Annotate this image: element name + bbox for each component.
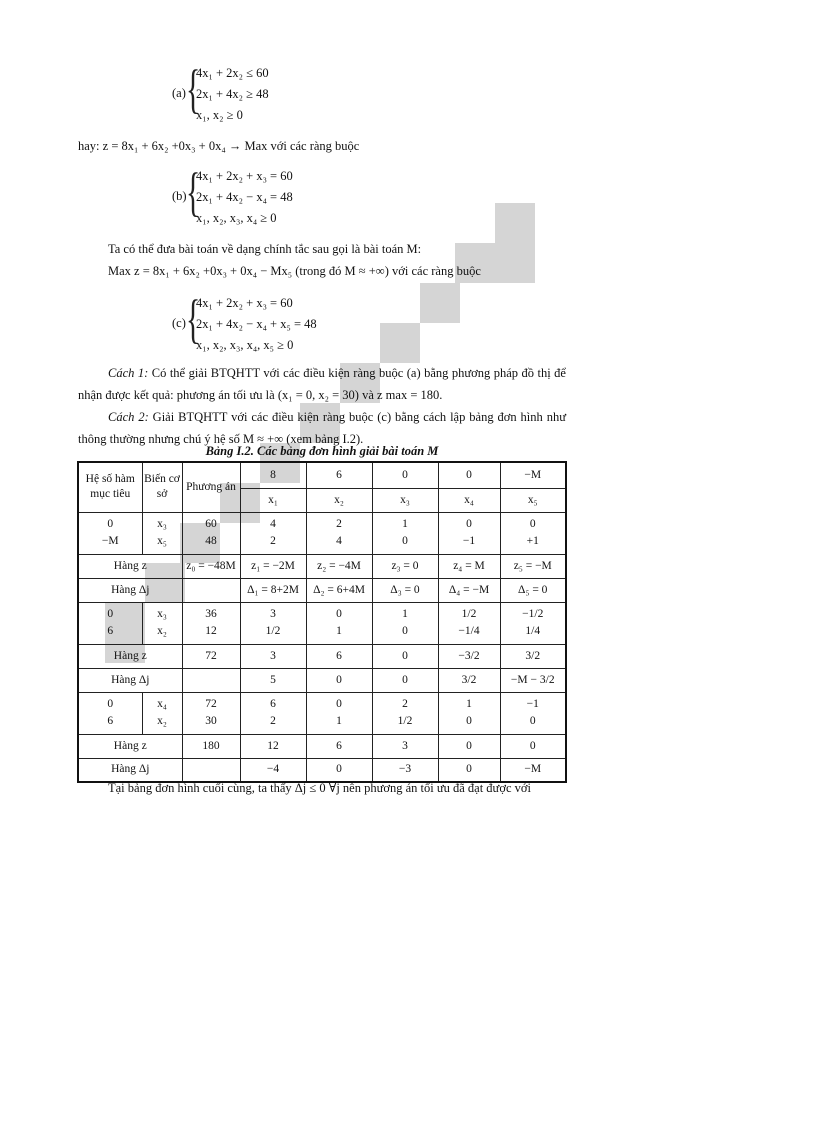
empty-cell: [182, 758, 240, 782]
plan-cell: 72 30: [182, 692, 240, 734]
header-plan: Phương án: [182, 462, 240, 512]
var-header: x₁: [240, 488, 306, 512]
delta-cell: −M: [500, 758, 566, 782]
z0-cell: z₀ = −48M: [182, 554, 240, 578]
value-cell: 4 2: [240, 512, 306, 554]
plan-cell: 60 48: [182, 512, 240, 554]
coef-cell: 0 6: [78, 692, 142, 734]
var-header: x₄: [438, 488, 500, 512]
row-delta-label: Hàng Δj: [78, 578, 182, 602]
basis-cell: x₃ x₅: [142, 512, 182, 554]
cach-1-label: Cách 1:: [108, 366, 149, 380]
system-a-label: (a): [172, 86, 186, 100]
empty-cell: [182, 578, 240, 602]
obj-coef: 6: [306, 462, 372, 488]
value-cell: 1 0: [372, 602, 438, 644]
delta-cell: Δ₅ = 0: [500, 578, 566, 602]
z-cell: z₂ = −4M: [306, 554, 372, 578]
objective-line: hay: z = 8x₁ + 6x₂ +0x₃ + 0x₄ → Max với các ràng buộc: [78, 139, 360, 153]
watermark-block: [380, 323, 420, 363]
coef-cell: 0 6: [78, 602, 142, 644]
brace: {: [186, 162, 201, 222]
system-b-label: (b): [172, 189, 187, 203]
z-cell: 6: [306, 644, 372, 668]
brace: {: [186, 59, 201, 119]
cach-2-label: Cách 2:: [108, 410, 149, 424]
z-cell: 0: [438, 734, 500, 758]
header-coef: Hệ số hàm mục tiêu: [78, 462, 142, 512]
plan-cell: 36 12: [182, 602, 240, 644]
var-header: x₂: [306, 488, 372, 512]
equation: x₁, x₂, x₃, x₄ ≥ 0: [196, 211, 277, 225]
equation: 2x₁ + 4x₂ ≥ 48: [196, 87, 269, 101]
row-z-label: Hàng z: [78, 554, 182, 578]
system-c: [196, 293, 317, 356]
var-header: x₅: [500, 488, 566, 512]
z-cell: z₅ = −M: [500, 554, 566, 578]
value-cell: −1 0: [500, 692, 566, 734]
value-cell: 1/2 −1/4: [438, 602, 500, 644]
brace: {: [186, 289, 201, 349]
value-cell: 6 2: [240, 692, 306, 734]
cach-1-paragraph: [78, 362, 566, 406]
z-cell: 0: [500, 734, 566, 758]
value-cell: 1 0: [372, 512, 438, 554]
delta-cell: Δ₄ = −M: [438, 578, 500, 602]
delta-cell: Δ₂ = 6+4M: [306, 578, 372, 602]
header-basis: Biến cơ sở: [142, 462, 182, 512]
value-cell: 0 1: [306, 602, 372, 644]
delta-cell: −M − 3/2: [500, 668, 566, 692]
z0-cell: 72: [182, 644, 240, 668]
delta-cell: 5: [240, 668, 306, 692]
delta-cell: 3/2: [438, 668, 500, 692]
table-caption: Bảng I.2. Các bảng đơn hình giải bài toán M: [205, 444, 439, 458]
delta-cell: 0: [438, 758, 500, 782]
basis-cell: x₄ x₂: [142, 692, 182, 734]
equation: 4x₁ + 2x₂ + x₃ = 60: [196, 296, 293, 310]
delta-cell: 0: [372, 668, 438, 692]
delta-cell: Δ₁ = 8+2M: [240, 578, 306, 602]
obj-coef: −M: [500, 462, 566, 488]
obj-coef: 0: [438, 462, 500, 488]
z0-cell: 180: [182, 734, 240, 758]
delta-cell: Δ₃ = 0: [372, 578, 438, 602]
z-cell: 3: [240, 644, 306, 668]
delta-cell: −3: [372, 758, 438, 782]
z-cell: −3/2: [438, 644, 500, 668]
row-z-label: Hàng z: [78, 734, 182, 758]
delta-cell: 0: [306, 668, 372, 692]
z-cell: 0: [372, 644, 438, 668]
delta-cell: 0: [306, 758, 372, 782]
value-cell: 0 −1: [438, 512, 500, 554]
equation: x₁, x₂ ≥ 0: [196, 108, 243, 122]
watermark-block: [495, 203, 535, 283]
final-sentence: Tại bảng đơn hình cuối cùng, ta thấy Δj ≤ 0 ∀j nên phương án tối ưu đã đạt được với: [108, 781, 531, 795]
system-b: [196, 166, 293, 229]
system-a: [196, 63, 269, 126]
cach-2-text: Giải BTQHTT với các điều kiện ràng buộc (c) bằng cách lập bảng đơn hình như thông thường nhưng chú ý hệ số M ≈ +∞ (xem bảng I.2).: [78, 410, 566, 446]
equation: 2x₁ + 4x₂ − x₄ = 48: [196, 190, 293, 204]
value-cell: 0 +1: [500, 512, 566, 554]
z-cell: 12: [240, 734, 306, 758]
basis-cell: x₃ x₂: [142, 602, 182, 644]
z-cell: z₁ = −2M: [240, 554, 306, 578]
equation: 2x₁ + 4x₂ − x₄ + x₅ = 48: [196, 317, 317, 331]
z-cell: 3/2: [500, 644, 566, 668]
intro-m: Ta có thể đưa bài toán về dạng chính tắc sau gọi là bài toán M:: [108, 242, 422, 256]
cach-1-text: Có thể giải BTQHTT với các điều kiện ràng buộc (a) bằng phương pháp đồ thị để nhận được kết quả: phương án tối ưu là (x₁ = 0, x₂ = 30) và z max = 180.: [78, 366, 566, 402]
obj-coef: 8: [240, 462, 306, 488]
value-cell: −1/2 1/4: [500, 602, 566, 644]
z-cell: 3: [372, 734, 438, 758]
value-cell: 1 0: [438, 692, 500, 734]
z-cell: z₄ = M: [438, 554, 500, 578]
max-line: Max z = 8x₁ + 6x₂ +0x₃ + 0x₄ − Mx₅ (trong đó M ≈ +∞) với các ràng buộc: [108, 264, 481, 278]
empty-cell: [182, 668, 240, 692]
value-cell: 2 4: [306, 512, 372, 554]
equation: x₁, x₂, x₃, x₄, x₅ ≥ 0: [196, 338, 294, 352]
system-c-label: (c): [172, 316, 186, 330]
watermark-block: [420, 283, 460, 323]
var-header: x₃: [372, 488, 438, 512]
row-delta-label: Hàng Δj: [78, 758, 182, 782]
value-cell: 2 1/2: [372, 692, 438, 734]
coef-cell: 0 −M: [78, 512, 142, 554]
equation: 4x₁ + 2x₂ ≤ 60: [196, 66, 269, 80]
value-cell: 0 1: [306, 692, 372, 734]
z-cell: 6: [306, 734, 372, 758]
obj-coef: 0: [372, 462, 438, 488]
z-cell: z₃ = 0: [372, 554, 438, 578]
row-z-label: Hàng z: [78, 644, 182, 668]
simplex-table: [77, 461, 567, 783]
equation: 4x₁ + 2x₂ + x₃ = 60: [196, 169, 293, 183]
row-delta-label: Hàng Δj: [78, 668, 182, 692]
value-cell: 3 1/2: [240, 602, 306, 644]
delta-cell: −4: [240, 758, 306, 782]
